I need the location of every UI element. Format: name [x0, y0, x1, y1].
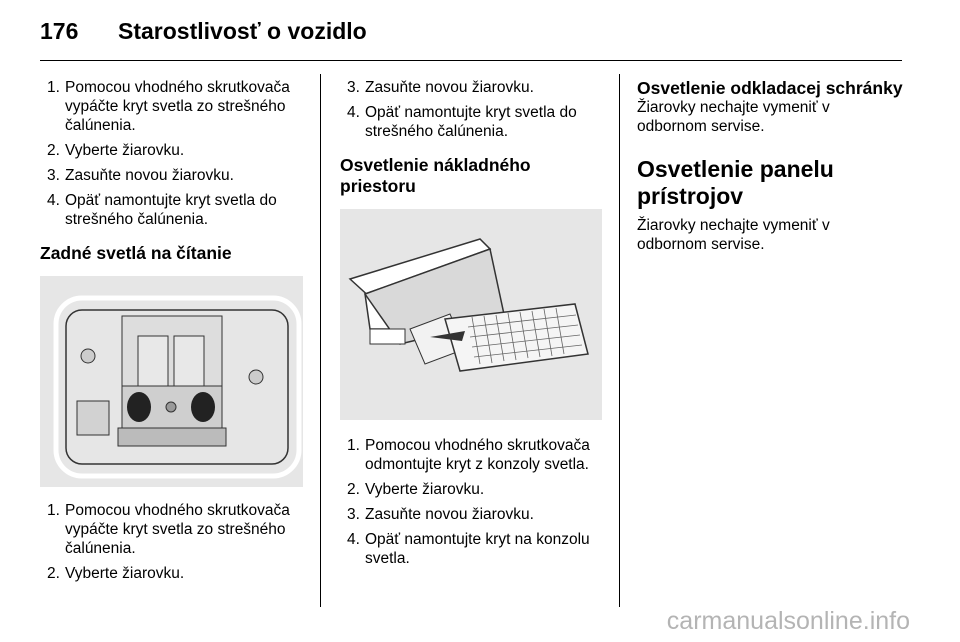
column-2	[340, 78, 602, 574]
section-heading-cargo-light: Osvetlenie nákladného priestoru	[340, 155, 531, 196]
watermark-site: carmanualsonline.info	[666, 607, 910, 635]
section-heading-glovebox-light: Osvetlenie odkladacej schránky	[637, 78, 903, 98]
page-header	[0, 0, 960, 62]
column-1	[40, 78, 303, 589]
list-item: 1. Pomocou vhodného skrutkovača vypáčte kryt svetla zo strešného čalúnenia.	[47, 502, 290, 557]
step-list	[40, 78, 303, 229]
column-divider-1	[320, 74, 321, 607]
section-heading-reading-lights: Zadné svetlá na čítanie	[40, 243, 232, 263]
list-item: 2. Vyberte žiarovku.	[47, 142, 185, 159]
page-title: Starostlivosť o vozidlo	[118, 18, 367, 44]
list-item: 2. Vyberte žiarovku.	[47, 565, 185, 582]
list-item: 4. Opäť namontujte kryt svetla do strešného čalúnenia.	[347, 104, 577, 140]
step-list	[40, 501, 303, 583]
list-item: 4. Opäť namontujte kryt na konzolu svetla.	[347, 531, 590, 567]
list-item: 4. Opäť namontujte kryt svetla do strešného čalúnenia.	[47, 192, 277, 228]
step-list	[340, 436, 602, 568]
section-heading-instrument-panel: Osvetlenie panelu prístrojov	[637, 156, 834, 209]
page-number: 176	[40, 18, 79, 44]
rear-reading-light-illustration	[40, 276, 303, 487]
cargo-light-illustration	[340, 209, 602, 420]
glovebox-note: Žiarovky nechajte vymeniť v odbornom servise.	[637, 99, 830, 135]
list-item: 3. Zasuňte novou žiarovku.	[347, 506, 534, 523]
list-item: 3. Zasuňte novou žiarovku.	[347, 79, 534, 96]
list-item: 3. Zasuňte novou žiarovku.	[47, 167, 234, 184]
instrument-panel-note: Žiarovky nechajte vymeniť v odbornom servise.	[637, 217, 830, 253]
header-rule	[40, 60, 902, 61]
list-item: 2. Vyberte žiarovku.	[347, 481, 485, 498]
column-divider-2	[619, 74, 620, 607]
list-item: 1. Pomocou vhodného skrutkovača vypáčte kryt svetla zo strešného čalúnenia.	[47, 79, 290, 134]
step-list	[340, 78, 602, 141]
column-3	[637, 78, 907, 254]
list-item: 1. Pomocou vhodného skrutkovača odmontujte kryt z konzoly svetla.	[347, 437, 590, 473]
